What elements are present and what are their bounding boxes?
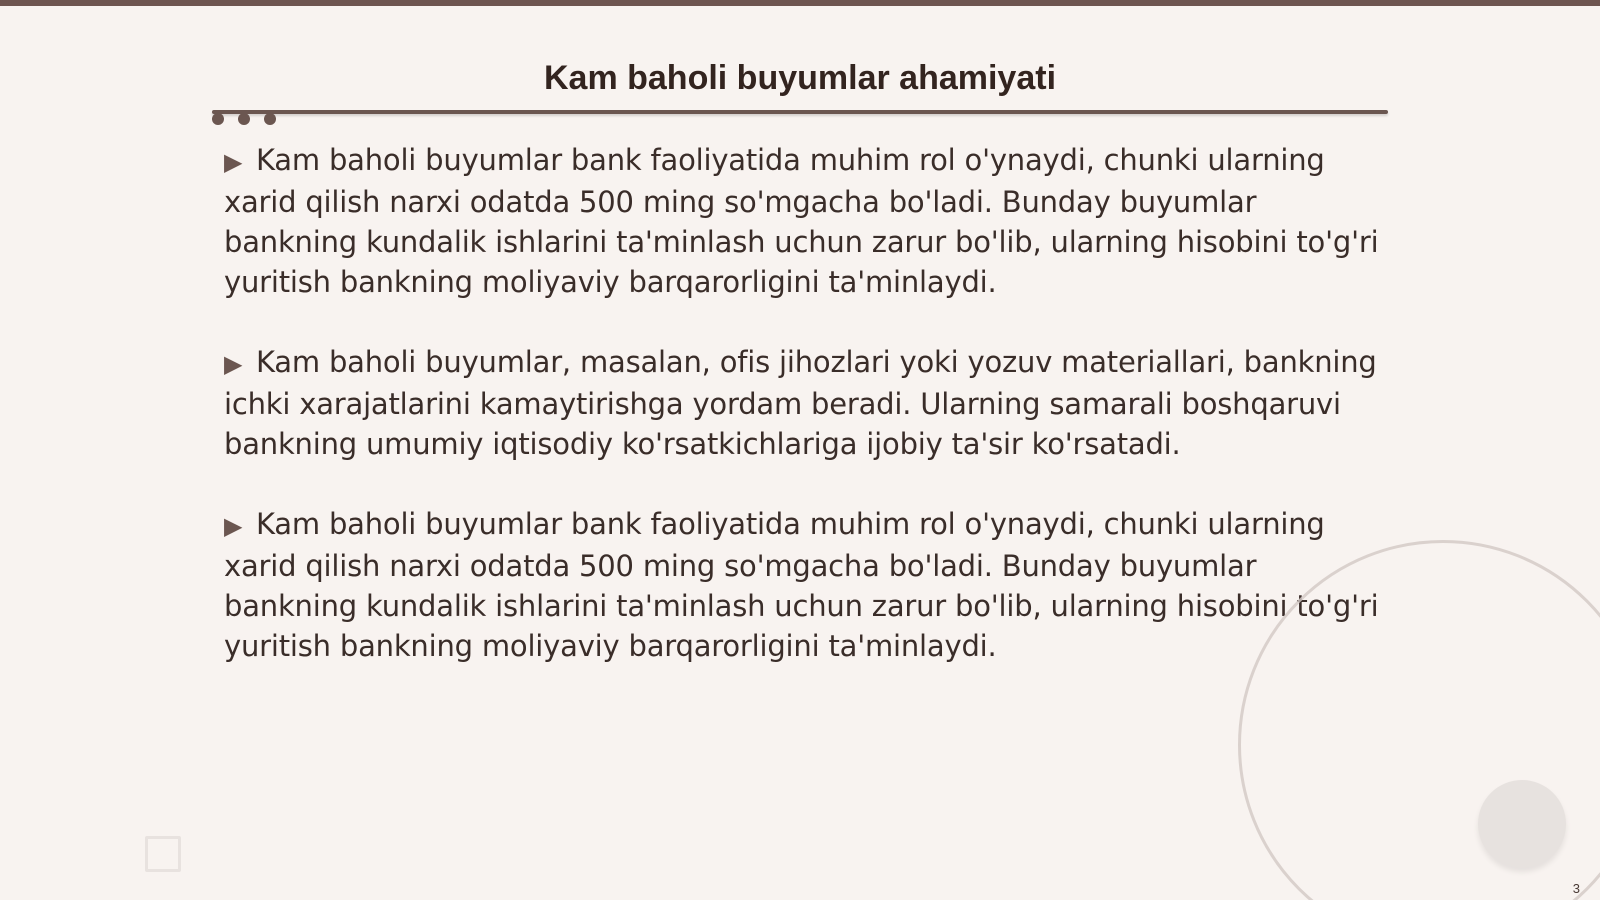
bullet-paragraph-1: [224, 140, 1384, 302]
page-number: 3: [1572, 881, 1580, 896]
slide-body: [224, 140, 1384, 706]
paragraph-text: Kam baholi buyumlar bank faoliyatida muhim rol o'ynaydi, chunki ularning xarid qilish narxi odatda 500 ming so'mgacha bo'ladi. Bunday buyumlar bankning kundalik ishlarini ta'minlash uchun zarur bo'lib, ularning hisobini to'g'ri yuritish bankning moliyaviy barqarorligini ta'minlaydi.: [224, 507, 1379, 663]
triangle-right-icon: ▶: [224, 148, 243, 176]
triangle-right-icon: ▶: [224, 512, 243, 540]
triangle-right-icon: ▶: [224, 350, 243, 378]
bullet-paragraph-3: [224, 504, 1384, 666]
title-underline: [212, 110, 1388, 114]
paragraph-text: Kam baholi buyumlar, masalan, ofis jihozlari yoki yozuv materiallari, bankning ichki xarajatlarini kamaytirishga yordam beradi. Ularning samarali boshqaruvi bankning umumiy iqtisodiy ko'rsatkichlariga ijobiy ta'sir ko'rsatadi.: [224, 345, 1377, 461]
decorative-square: [145, 836, 181, 872]
decorative-dot: [212, 113, 224, 125]
bullet-paragraph-2: [224, 342, 1384, 464]
paragraph-text: Kam baholi buyumlar bank faoliyatida muhim rol o'ynaydi, chunki ularning xarid qilish narxi odatda 500 ming so'mgacha bo'ladi. Bunday buyumlar bankning kundalik ishlarini ta'minlash uchun zarur bo'lib, ularning hisobini to'g'ri yuritish bankning moliyaviy barqarorligini ta'minlaydi.: [224, 143, 1379, 299]
decorative-dot: [264, 113, 276, 125]
decorative-circle-filled: [1478, 780, 1566, 868]
top-accent-bar: [0, 0, 1600, 6]
decorative-dot: [238, 113, 250, 125]
slide-title: Kam baholi buyumlar ahamiyati: [543, 59, 1057, 97]
